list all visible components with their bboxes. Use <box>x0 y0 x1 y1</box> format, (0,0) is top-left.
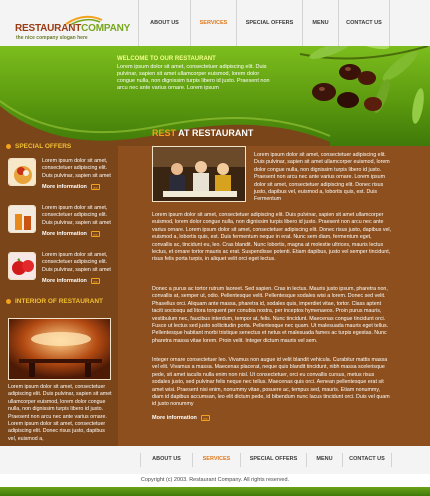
interior-heading <box>6 298 103 305</box>
main-paragraph-2: Donec a purus ac tortor rutrum laoreet. Sed sapien. Cras in lectus. Mauris justo ipsum, pharetra non, convallis at, semper ut, odio. Pellentesque velit. Pellentesque sodales wisi a lorem. Donec sed velit. Phasellus orci. Aliquam ante massa, pharetra id, sodales quis, imperdiet vitae, tortor. Class aptent taciti sociosqu ad litora torquent per conubia nostra, per inceptos hymenaeos. Proin purus mauris, vestibulum nec, faucibus interdum, tempor at, felis. Nunc tincidunt. Maecenas congue tincidunt orci. Fusce ut lectus sed justo sollicitudin porta. Pellentesque nec quam. Ut malesuada mauris eget tellus. Pellentesque habitant morbi tristique senectus et netus et malesuada fames ac turpis egestas. Nunc pharetra massa vitae lorem. Proin velit. Integer dictum mauris vel sem. <box>152 286 389 344</box>
logo[interactable] <box>15 23 130 34</box>
double-arrow-icon: >> <box>91 231 100 237</box>
special-offers-heading <box>6 143 71 150</box>
double-arrow-icon: >> <box>91 278 100 284</box>
footer-nav <box>140 453 392 467</box>
offer-text: Lorem ipsum dolor sit amet, consectetuer adipiscing elit. Duis pulvinar, sapien sit amet <box>42 158 111 179</box>
more-link-label: More information <box>152 415 197 421</box>
logo-slogan: the nice company slogan here <box>16 35 88 41</box>
double-arrow-icon: >> <box>91 184 100 190</box>
main-title-part2: AT RESTAURANT <box>176 128 254 138</box>
offer-text: Lorem ipsum dolor sit amet, consectetuer adipiscing elit. Duis pulvinar, sapien sit amet <box>42 205 111 226</box>
diners-photo[interactable] <box>152 146 246 202</box>
more-link-label: More information <box>42 184 87 190</box>
banner-text: Lorem ipsum dolor sit amet, consectetuer adipiscing elit. Duis pulvinar, sapien sit amet ullamcorper euismod, lorem dolor congue nulla, non dignissim turpis libero id justo. Praesent non arcu nec ante varius ornare. Lorem ipsum <box>117 64 270 91</box>
footer-nav-menu[interactable]: MENU <box>306 453 342 467</box>
offer-item <box>8 205 118 249</box>
top-nav <box>138 0 390 46</box>
footer-nav-contact-us[interactable]: CONTACT US <box>342 453 392 467</box>
main-more-link[interactable] <box>152 415 210 421</box>
bottom-bar <box>0 487 430 496</box>
offer-more-link[interactable] <box>42 231 100 237</box>
more-link-label: More information <box>42 231 87 237</box>
double-arrow-icon: >> <box>201 415 210 421</box>
bullet-icon <box>6 144 11 149</box>
main-paragraph-3: Integer ornare consectetuer leo. Vivamus non augue id velit blandit vehicula. Curabitur mattis massa vel elit. Vivamus a massa. Maecenas placerat, neque quis blandit tincidunt, nibh massa scelerisque pede, sit amet iaculis nulla enim non nisl. Ut consectetuer, orci eu convallis cursus, metus risus sodales justo, sed pulvinar felis neque nec tellus. Maecenas quis orci. Aenean pellentesque erat sit amet wisi. Praesent nisi enim, nonummy vitae, posuere ac, tempus sed, mauris. Etiam nonummy, diam id dapibus accumsan, leo elit dictum pede, id bibendum nunc lacus tincidunt orci. Duis vel quam id justo nonummy <box>152 357 390 408</box>
special-offers-heading-text: SPECIAL OFFERS <box>15 143 72 150</box>
interior-photo[interactable] <box>8 318 111 380</box>
more-link-label: More information <box>42 278 87 284</box>
footer-nav-about-us[interactable]: ABOUT US <box>140 453 192 467</box>
offer-text: Lorem ipsum dolor sit amet, consectetuer adipiscing elit. Duis pulvinar, sapien sit amet <box>42 252 111 273</box>
offer-image-strawberries[interactable] <box>8 252 36 280</box>
nav-services[interactable]: SERVICES <box>190 0 236 46</box>
main-paragraph-1: Lorem ipsum dolor sit amet, consectetuer adipiscing elit. Duis pulvinar, sapien sit amet ullamcorper euismod, lorem dolor congue nulla, non dignissim turpis libero id justo. Praesent non arcu nec ante varius ornare. Lorem ipsum dolor sit amet, consectetuer adipiscing elit. Donec risus justo, dapibus vel, euismod a, lobortis quis, est. Duis fermentum neque in erat. Nunc sem diam, fermentum eget, convallis ac, tincidunt eu, leo. Cras blandit. Nunc lobortis, magna at molestie ultrices, mauris lectus lectus, et ornare tortor mauris ac erat. Suspendisse potenti. Etiam dapibus, justo vel semper tincidunt, risus felis porta turpis, in aliquet velit orci eget lectus. <box>152 212 392 263</box>
logo-name-part1: RESTAURANT <box>15 23 82 34</box>
nav-contact-us[interactable]: CONTACT US <box>338 0 390 46</box>
main-title-part1: REST <box>152 128 177 138</box>
offer-item <box>8 158 118 202</box>
banner-title: WELCOME TO OUR RESTAURANT <box>117 56 216 62</box>
copyright: Copyright (c) 2003. Restaurant Company. All rights reserved. <box>140 477 290 483</box>
nav-menu[interactable]: MENU <box>302 0 338 46</box>
interior-heading-text: INTERIOR OF RESTAURANT <box>15 298 103 305</box>
interior-text: Lorem ipsum dolor sit amet, consectetuer adipiscing elit. Duis pulvinar, sapien sit amet ullamcorper euismod, lorem dolor congue nulla, non dignissim turpis libero id justo. Praesent non arcu nec ante varius ornare. Lorem ipsum dolor sit amet, consectetuer adipiscing elit. Donec risus justo, dapibus vel, euismod a, <box>8 384 112 442</box>
nav-special-offers[interactable]: SPECIAL OFFERS <box>236 0 302 46</box>
offer-image-dessert[interactable] <box>8 158 36 186</box>
main-photo-caption: Lorem ipsum dolor sit amet, consectetuer adipiscing elit. Duis pulvinar, sapien sit amet ullamcorper euismod, lorem dolor congue nulla, non dignissim turpis libero id justo. Praesent non arcu nec ante varius ornare. Lorem ipsum dolor sit amet, consectetuer adipiscing elit. Donec risus justo, dapibus vel, euismod a, lobortis quis, est. Duis Fermentum <box>254 152 390 203</box>
olive-branch-icon <box>290 46 430 146</box>
offer-more-link[interactable] <box>42 184 100 190</box>
offer-item <box>8 252 118 296</box>
footer-nav-services[interactable]: SERVICES <box>192 453 240 467</box>
offer-more-link[interactable] <box>42 278 100 284</box>
nav-about-us[interactable]: ABOUT US <box>138 0 190 46</box>
footer-nav-special-offers[interactable]: SPECIAL OFFERS <box>240 453 306 467</box>
offer-image-drinks[interactable] <box>8 205 36 233</box>
bullet-icon <box>6 299 11 304</box>
logo-name-part2: COMPANY <box>81 23 131 34</box>
main-title <box>152 128 253 138</box>
